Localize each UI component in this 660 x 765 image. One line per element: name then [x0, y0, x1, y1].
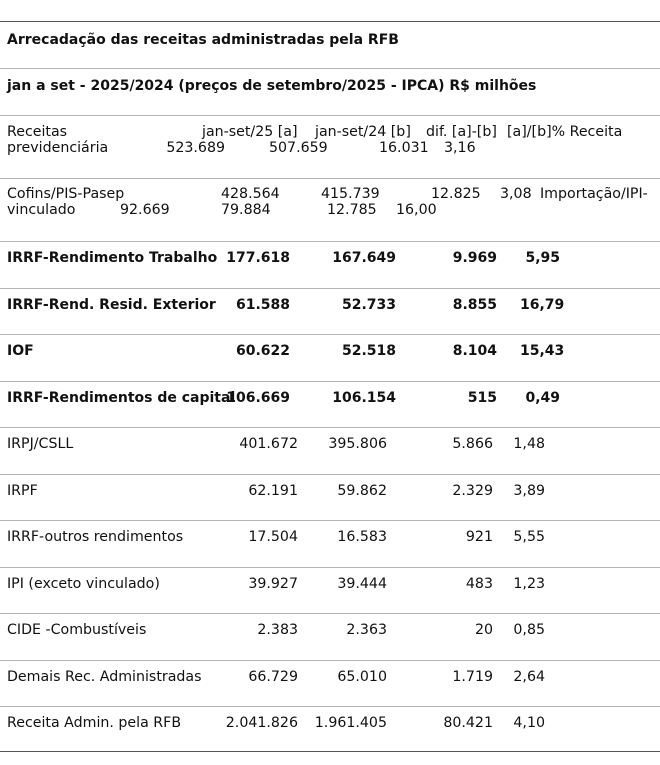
value-a: 428.564	[221, 186, 280, 202]
value-a: 61.588	[235, 296, 290, 313]
table-title: Arrecadação das receitas administradas pela RFB	[7, 32, 399, 48]
row-divider	[0, 427, 660, 428]
value-diff: 9.969	[452, 250, 497, 266]
value-b: 395.806	[328, 436, 387, 452]
header-col-diff: dif. [a]-[b]	[426, 124, 497, 140]
value-b: 167.649	[332, 250, 396, 266]
value-diff: 1.719	[452, 668, 493, 685]
value-diff: 2.329	[452, 482, 493, 499]
value-diff: 12.825	[431, 186, 481, 202]
value-a: 2.383	[257, 622, 298, 638]
row-label: IRRF-Rendimento Trabalho	[7, 250, 218, 266]
row-divider	[0, 381, 660, 382]
row-label: IRPJ/CSLL	[7, 436, 74, 452]
row-label: Cofins/PIS-Pasep	[7, 186, 125, 202]
table-bottom-border	[0, 751, 660, 752]
row-divider	[0, 241, 660, 242]
value-a: 66.729	[248, 668, 298, 685]
value-b: 52.733	[341, 296, 396, 313]
value-a: 523.689	[166, 140, 225, 156]
row-label: IOF	[7, 343, 34, 359]
value-pct: 4,10	[513, 715, 545, 731]
value-a: 62.191	[248, 482, 298, 499]
value-b: 52.518	[341, 343, 396, 359]
value-b: 39.444	[337, 575, 387, 592]
value-a: 17.504	[248, 529, 298, 545]
value-pct: 3,16	[444, 140, 476, 156]
value-diff: 12.785	[327, 202, 377, 218]
value-pct: 3,89	[513, 482, 545, 499]
row-divider	[0, 288, 660, 289]
value-diff: 80.421	[443, 715, 493, 731]
header-col-a: jan-set/25 [a]	[202, 124, 298, 140]
value-a: 92.669	[120, 202, 170, 218]
row-divider	[0, 660, 660, 661]
value-a: 39.927	[248, 575, 298, 592]
value-diff: 483	[465, 575, 493, 592]
row-divider	[0, 613, 660, 614]
row-label: IRPF	[7, 482, 38, 499]
row-label: CIDE -Combustíveis	[7, 622, 147, 638]
row-label: Receita Admin. pela RFB	[7, 715, 182, 731]
value-b: 16.583	[337, 529, 387, 545]
value-diff: 16.031	[379, 140, 429, 156]
table-subtitle: jan a set - 2025/2024 (preços de setembro/2025 - IPCA) R$ milhões	[7, 78, 537, 94]
value-a: 106.669	[226, 389, 290, 406]
value-pct: 1,23	[513, 575, 545, 592]
value-pct: 0,49	[525, 389, 560, 406]
row-label: vinculado	[7, 202, 76, 218]
row-divider	[0, 706, 660, 707]
row-label-next: Importação/IPI-	[540, 186, 648, 202]
row-divider	[0, 178, 660, 179]
value-a: 2.041.826	[225, 715, 298, 731]
value-pct: 16,79	[520, 296, 565, 313]
table-top-border	[0, 21, 660, 22]
value-a: 177.618	[226, 250, 290, 266]
row-label: IPI (exceto vinculado)	[7, 575, 160, 592]
value-b: 1.961.405	[314, 715, 387, 731]
value-b: 59.862	[337, 482, 387, 499]
header-col-b: jan-set/24 [b]	[315, 124, 411, 140]
row-label: IRRF-Rendimentos de capital	[7, 389, 236, 406]
value-diff: 5.866	[452, 436, 493, 452]
row-divider	[0, 334, 660, 335]
value-pct: 5,55	[513, 529, 545, 545]
value-diff: 8.104	[452, 343, 497, 359]
value-a: 401.672	[239, 436, 298, 452]
header-receitas: Receitas	[7, 124, 68, 140]
header-col-pct: [a]/[b]% Receita	[507, 124, 623, 140]
value-pct: 16,00	[396, 202, 437, 218]
value-pct: 0,85	[513, 622, 545, 638]
row-label: previdenciária	[7, 140, 109, 156]
value-b: 65.010	[337, 668, 387, 685]
value-b: 507.659	[269, 140, 328, 156]
row-divider	[0, 474, 660, 475]
value-diff: 515	[467, 389, 497, 406]
value-a: 60.622	[235, 343, 290, 359]
value-pct: 1,48	[513, 436, 545, 452]
value-pct: 2,64	[513, 668, 545, 685]
value-pct: 3,08	[500, 186, 532, 202]
value-diff: 20	[474, 622, 493, 638]
row-divider	[0, 520, 660, 521]
value-pct: 5,95	[525, 250, 560, 266]
row-divider	[0, 115, 660, 116]
value-pct: 15,43	[520, 343, 565, 359]
value-b: 79.884	[221, 202, 271, 218]
value-diff: 8.855	[452, 296, 497, 313]
row-divider	[0, 567, 660, 568]
value-b: 415.739	[321, 186, 380, 202]
value-b: 2.363	[346, 622, 387, 638]
value-b: 106.154	[332, 389, 396, 406]
row-label: IRRF-Rend. Resid. Exterior	[7, 296, 216, 313]
row-divider	[0, 68, 660, 69]
value-diff: 921	[465, 529, 493, 545]
row-label: IRRF-outros rendimentos	[7, 529, 184, 545]
row-label: Demais Rec. Administradas	[7, 668, 202, 685]
